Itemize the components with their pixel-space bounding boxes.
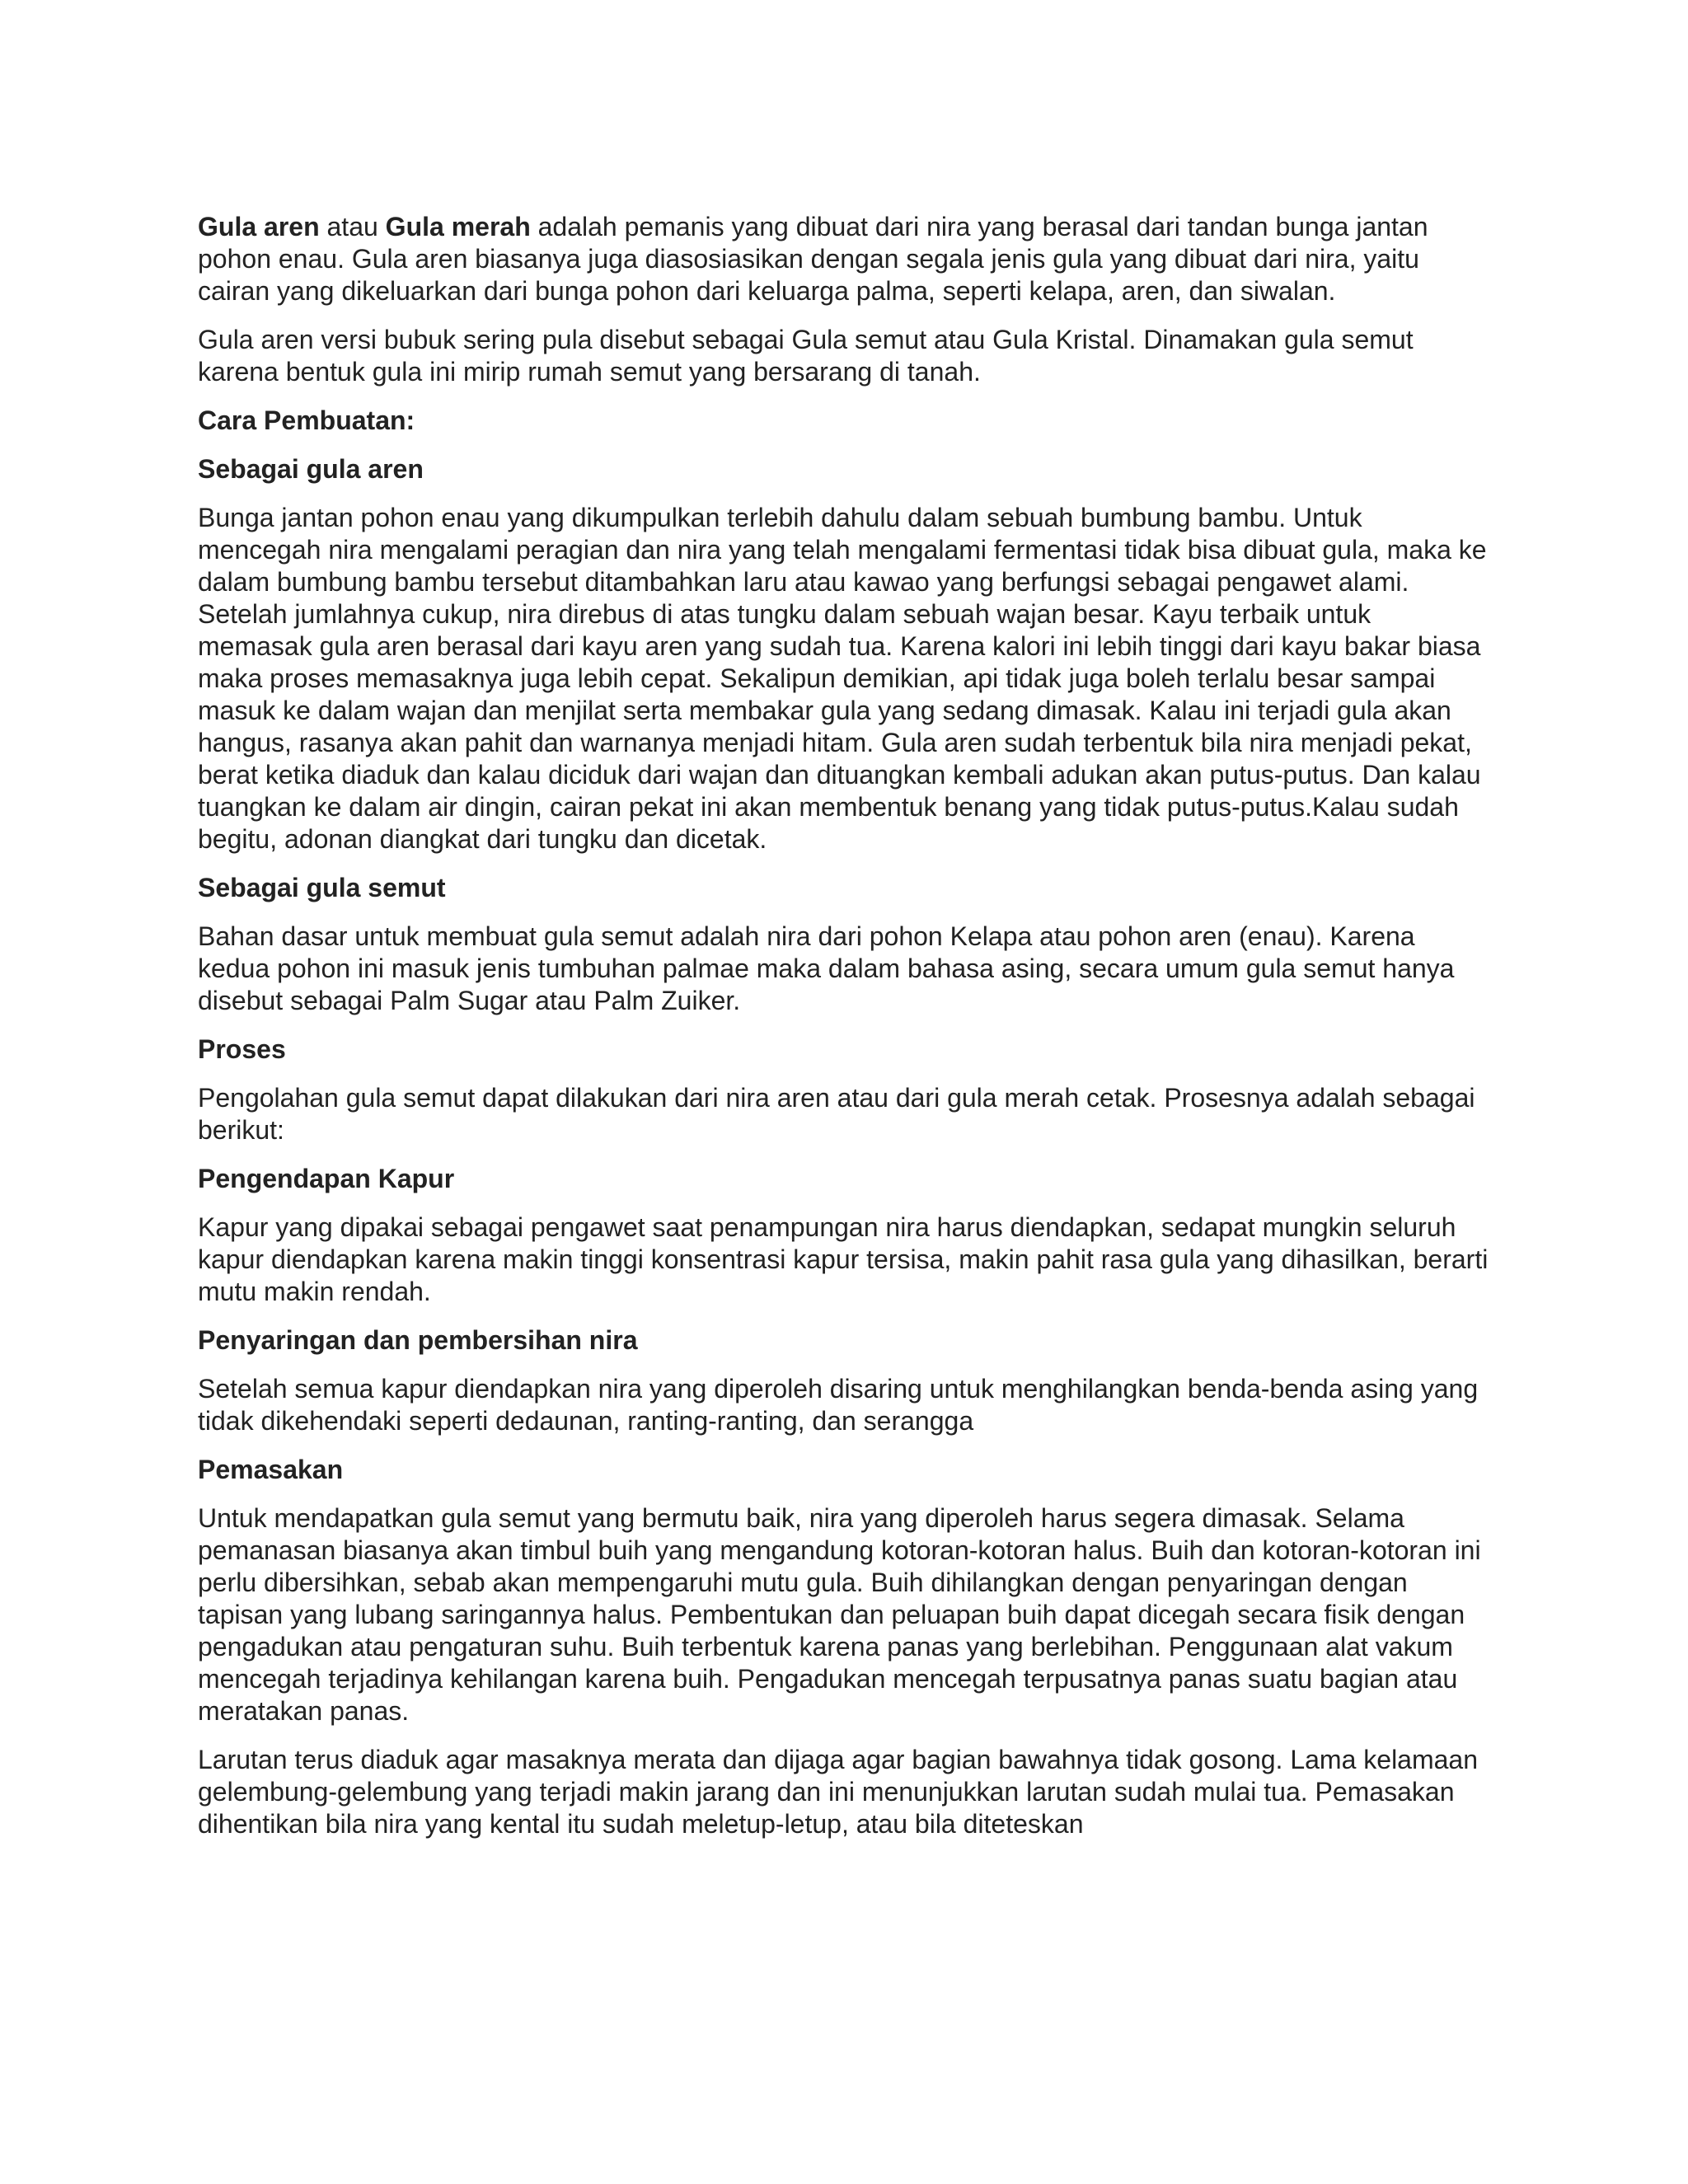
heading-cara-pembuatan: Cara Pembuatan: — [198, 405, 415, 435]
heading-sebagai-gula-semut: Sebagai gula semut — [198, 873, 446, 902]
paragraph-gula-semut: Bahan dasar untuk membuat gula semut adalah nira dari pohon Kelapa atau pohon aren (enau). Karena kedua pohon ini masuk jenis tumbuhan palmae maka dalam bahasa asing, secara umum gula semut hanya disebut sebagai Palm Sugar atau Palm Zuiker. — [198, 921, 1455, 1015]
paragraph-pemasakan-1: Untuk mendapatkan gula semut yang bermutu baik, nira yang diperoleh harus segera dimasak. Selama pemanasan biasanya akan timbul buih yang mengandung kotoran-kotoran halus. Buih dan kotoran-kotoran ini perlu dibersihkan, sebab akan mempengaruhi mutu gula. Buih dihilangkan dengan penyaringan dengan tapisan yang lubang saringannya halus. Pembentukan dan peluapan buih dapat dicegah secara fisik dengan pengadukan atau pengaturan suhu. Buih terbentuk karena panas yang berlebihan. Penggunaan alat vakum mencegah terjadinya kehilangan karena buih. Pengadukan mencegah terpusatnya panas suatu bagian atau meratakan panas. — [198, 1503, 1481, 1726]
paragraph-pemasakan-2: Larutan terus diaduk agar masaknya merata dan dijaga agar bagian bawahnya tidak gosong. Lama kelamaan gelembung-gelembung yang terjadi makin jarang dan ini menunjukkan larutan sudah mulai tua. Pemasakan dihentikan bila nira yang kental itu sudah meletup-letup, atau bila diteteskan — [198, 1745, 1479, 1839]
paragraph-gula-aren: Bunga jantan pohon enau yang dikumpulkan terlebih dahulu dalam sebuah bumbung bambu. Untuk mencegah nira mengalami peragian dan nira yang telah mengalami fermentasi tidak bisa dibuat gula, maka ke dalam bumbung bambu tersebut ditambahkan laru atau kawao yang berfungsi sebagai pengawet alami. Setelah jumlahnya cukup, nira direbus di atas tungku dalam sebuah wajan besar. Kayu terbaik untuk memasak gula aren berasal dari kayu aren yang sudah tua. Karena kalori ini lebih tinggi dari kayu bakar biasa maka proses memasaknya juga lebih cepat. Sekalipun demikian, api tidak juga boleh terlalu besar sampai masuk ke dalam wajan dan menjilat serta membakar gula yang sedang dimasak. Kalau ini terjadi gula akan hangus, rasanya akan pahit dan warnanya menjadi hitam. Gula aren sudah terbentuk bila nira menjadi pekat, berat ketika diaduk dan kalau diciduk dari wajan dan dituangkan kembali adukan akan putus-putus. Dan kalau tuangkan ke dalam air dingin, cairan pekat ini akan membentuk benang yang tidak putus-putus.Kalau sudah begitu, adonan diangkat dari tungku dan dicetak. — [198, 503, 1487, 854]
paragraph-proses: Pengolahan gula semut dapat dilakukan dari nira aren atau dari gula merah cetak. Prosesnya adalah sebagai berikut: — [198, 1083, 1475, 1145]
paragraph-bubuk: Gula aren versi bubuk sering pula disebut sebagai Gula semut atau Gula Kristal. Dinamakan gula semut karena bentuk gula ini mirip rumah semut yang bersarang di tanah. — [198, 325, 1414, 387]
heading-pemasakan: Pemasakan — [198, 1455, 344, 1484]
term-gula-aren: Gula aren — [198, 212, 320, 241]
intro-paragraph — [198, 211, 1492, 307]
paragraph-pengendapan-kapur: Kapur yang dipakai sebagai pengawet saat penampungan nira harus diendapkan, sedapat mungkin seluruh kapur diendapkan karena makin tinggi konsentrasi kapur tersisa, makin pahit rasa gula yang dihasilkan, berarti mutu makin rendah. — [198, 1212, 1489, 1306]
paragraph-penyaringan: Setelah semua kapur diendapkan nira yang diperoleh disaring untuk menghilangkan benda-benda asing yang tidak dikehendaki seperti dedaunan, ranting-ranting, dan serangga — [198, 1374, 1479, 1436]
heading-sebagai-gula-aren: Sebagai gula aren — [198, 454, 424, 484]
intro-text: adalah pemanis yang dibuat dari nira yang berasal dari tandan bunga jantan pohon enau. Gula aren biasanya juga diasosiasikan dengan segala jenis gula yang dibuat dari nira, yaitu cairan yang dikeluarkan dari bunga pohon dari keluarga palma, seperti kelapa, aren, dan siwalan. — [198, 212, 1428, 306]
heading-penyaringan: Penyaringan dan pembersihan nira — [198, 1325, 638, 1355]
heading-proses: Proses — [198, 1034, 286, 1064]
document-page — [198, 211, 1492, 1857]
term-gula-merah: Gula merah — [385, 212, 531, 241]
intro-connector: atau — [319, 212, 386, 241]
heading-pengendapan-kapur: Pengendapan Kapur — [198, 1164, 455, 1193]
